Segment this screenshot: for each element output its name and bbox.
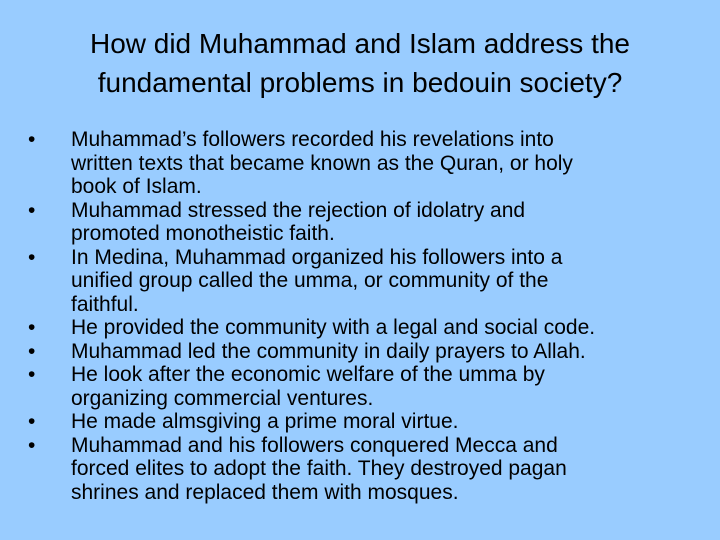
bullet-dot-icon: •	[28, 339, 36, 363]
bullet-item	[28, 246, 700, 317]
bullet-line: Muhammad stressed the rejection of idolatry and	[71, 198, 526, 222]
bullet-dot-icon: •	[28, 410, 36, 433]
bullet-line: book of Islam.	[71, 175, 202, 198]
bullet-dot-icon: •	[28, 363, 36, 386]
slide-title-line: How did Muhammad and Islam address the	[89, 28, 631, 59]
bullet-line: written texts that became known as the Quran, or holy	[71, 151, 573, 175]
bullet-line: Muhammad and his followers conquered Mecca and	[71, 433, 558, 457]
bullet-item	[28, 340, 700, 364]
bullet-list	[28, 128, 700, 504]
bullet-line: Muhammad led the community in daily prayers to Allah.	[71, 339, 586, 363]
bullet-line: In Medina, Muhammad organized his followers into a	[71, 245, 563, 269]
bullet-item	[28, 316, 700, 340]
bullet-dot-icon: •	[28, 316, 36, 339]
slide-title	[30, 24, 690, 102]
slide-title-line: fundamental problems in bedouin society?	[97, 67, 623, 98]
bullet-item	[28, 410, 700, 434]
bullet-line: He provided the community with a legal and social code.	[71, 316, 596, 339]
bullet-line: forced elites to adopt the faith. They destroyed pagan	[71, 457, 567, 480]
bullet-line: He made almsgiving a prime moral virtue.	[71, 410, 459, 433]
bullet-line: promoted monotheistic faith.	[71, 222, 335, 245]
bullet-item	[28, 128, 700, 199]
bullet-dot-icon: •	[28, 433, 36, 457]
bullet-line: Muhammad’s followers recorded his revelations into	[71, 128, 554, 151]
bullet-dot-icon: •	[28, 128, 36, 151]
bullet-dot-icon: •	[28, 198, 36, 222]
bullet-item	[28, 199, 700, 246]
bullet-line: organizing commercial ventures.	[71, 386, 374, 410]
bullet-line: He look after the economic welfare of the umma by	[71, 363, 545, 386]
bullet-line: faithful.	[71, 292, 139, 316]
bullet-item	[28, 434, 700, 505]
bullet-line: unified group called the umma, or community of the	[71, 269, 549, 292]
bullet-item	[28, 363, 700, 410]
bullet-dot-icon: •	[28, 245, 36, 269]
bullet-line: shrines and replaced them with mosques.	[71, 480, 459, 504]
